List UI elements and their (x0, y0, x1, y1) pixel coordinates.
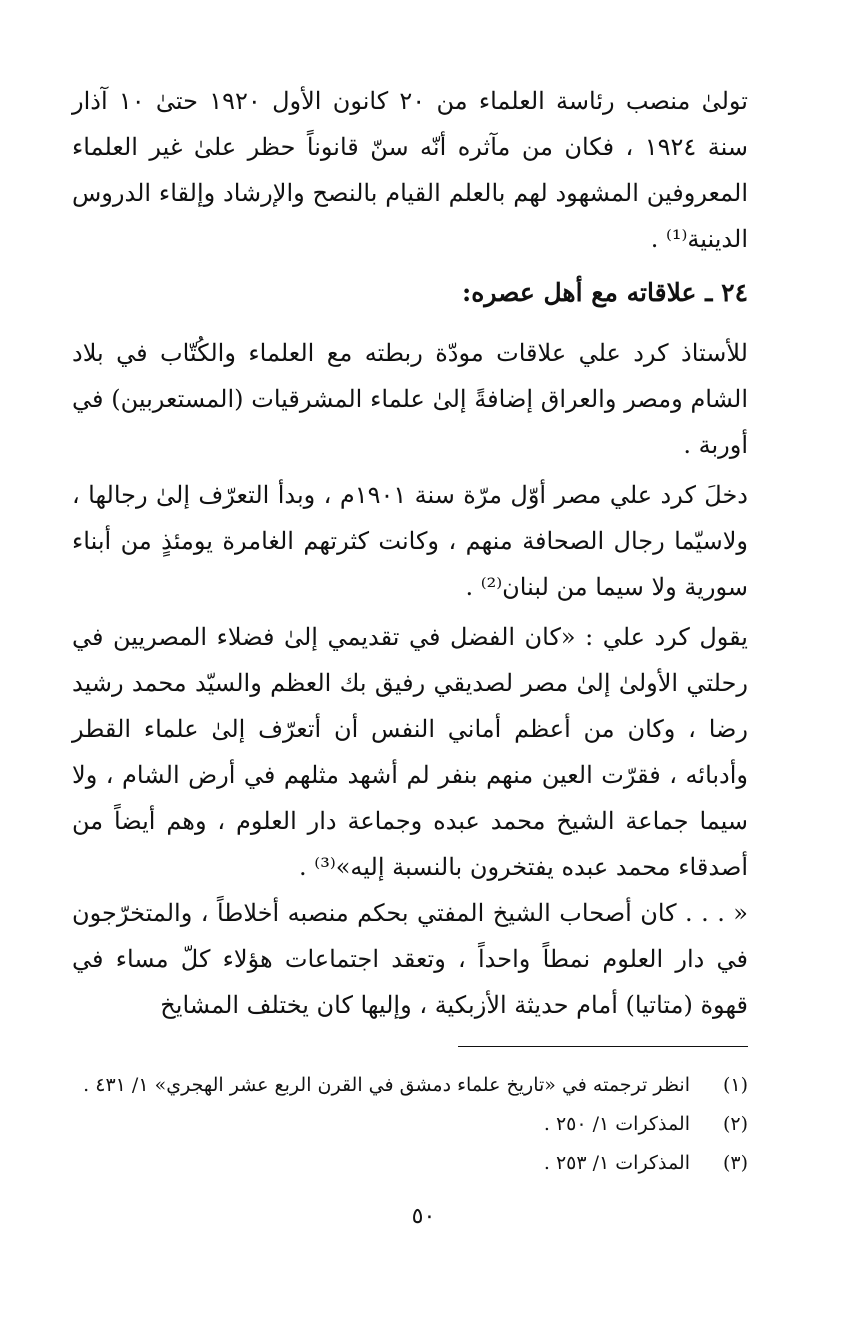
footnote-text: المذكرات ١/ ٢٥٠ . (543, 1113, 690, 1135)
footnote-divider (458, 1046, 748, 1047)
footnotes (72, 1066, 748, 1183)
section-heading: ٢٤ ـ علاقاته مع أهل عصره: (462, 278, 748, 307)
footnote-number: (٣) (722, 1152, 748, 1174)
paragraph-4: يقول كرد علي : «كان الفضل في تقديمي إلىٰ فضلاء المصريين في رحلتي الأولىٰ إلىٰ مصر لصديقي رفيق بك العظم والسيّد محمد رشيد رضا ، وكان من أعظم أماني النفس أن أتعرّف إلىٰ علماء القطر وأدبائه ، فقرّت العين منهم بنفر لم أشهد مثلهم في أرض الشام ، ولا سيما جماعة الشيخ محمد عبده وجماعة دار العلوم ، وهم أيضاً من أصدقاء محمد عبده يفتخرون بالنسبة إليه»⁽³⁾ . (72, 623, 749, 881)
page-number: ٥٠ (411, 1204, 436, 1229)
footnote-number: (٢) (722, 1113, 748, 1135)
footnote-text: انظر ترجمته في «تاريخ علماء دمشق في القرن الربع عشر الهجري» ١/ ٤٣١ . (83, 1074, 690, 1096)
footnote (72, 1144, 748, 1183)
paragraph-1: تولىٰ منصب رئاسة العلماء من ٢٠ كانون الأول ١٩٢٠ حتىٰ ١٠ آذار سنة ١٩٢٤ ، فكان من مآثره أنّه سنّ قانوناً حظر علىٰ غير العلماء المعروفين المشهود لهم بالعلم القيام بالنصح والإرشاد وإلقاء الدروس الدينية⁽¹⁾ . (72, 87, 748, 253)
paragraph-5: « . . . كان أصحاب الشيخ المفتي بحكم منصبه أخلاطاً ، والمتخرّجون في دار العلوم نمطاً واحداً ، وتعقد اجتماعات هؤلاء كلّ مساء في قهوة (متاتيا) أمام حديثة الأزبكية ، وإليها كان يختلف المشايخ (72, 899, 748, 1019)
paragraph-2: للأستاذ كرد علي علاقات مودّة ربطته مع العلماء والكُتّاب في بلاد الشام ومصر والعراق إضافةً إلىٰ علماء المشرقيات (المستعربين) في أوربة . (72, 339, 748, 459)
footnote-number: (١) (722, 1074, 748, 1096)
footnote (72, 1105, 748, 1144)
footnote (72, 1066, 748, 1105)
footnote-text: المذكرات ١/ ٢٥٣ . (543, 1152, 690, 1174)
paragraph-3: دخلَ كرد علي مصر أوّل مرّة سنة ١٩٠١م ، وبدأ التعرّف إلىٰ رجالها ، ولاسيّما رجال الصحافة منهم ، وكانت كثرتهم الغامرة يومئذٍ من أبناء سورية ولا سيما من لبنان⁽²⁾ . (72, 481, 748, 601)
